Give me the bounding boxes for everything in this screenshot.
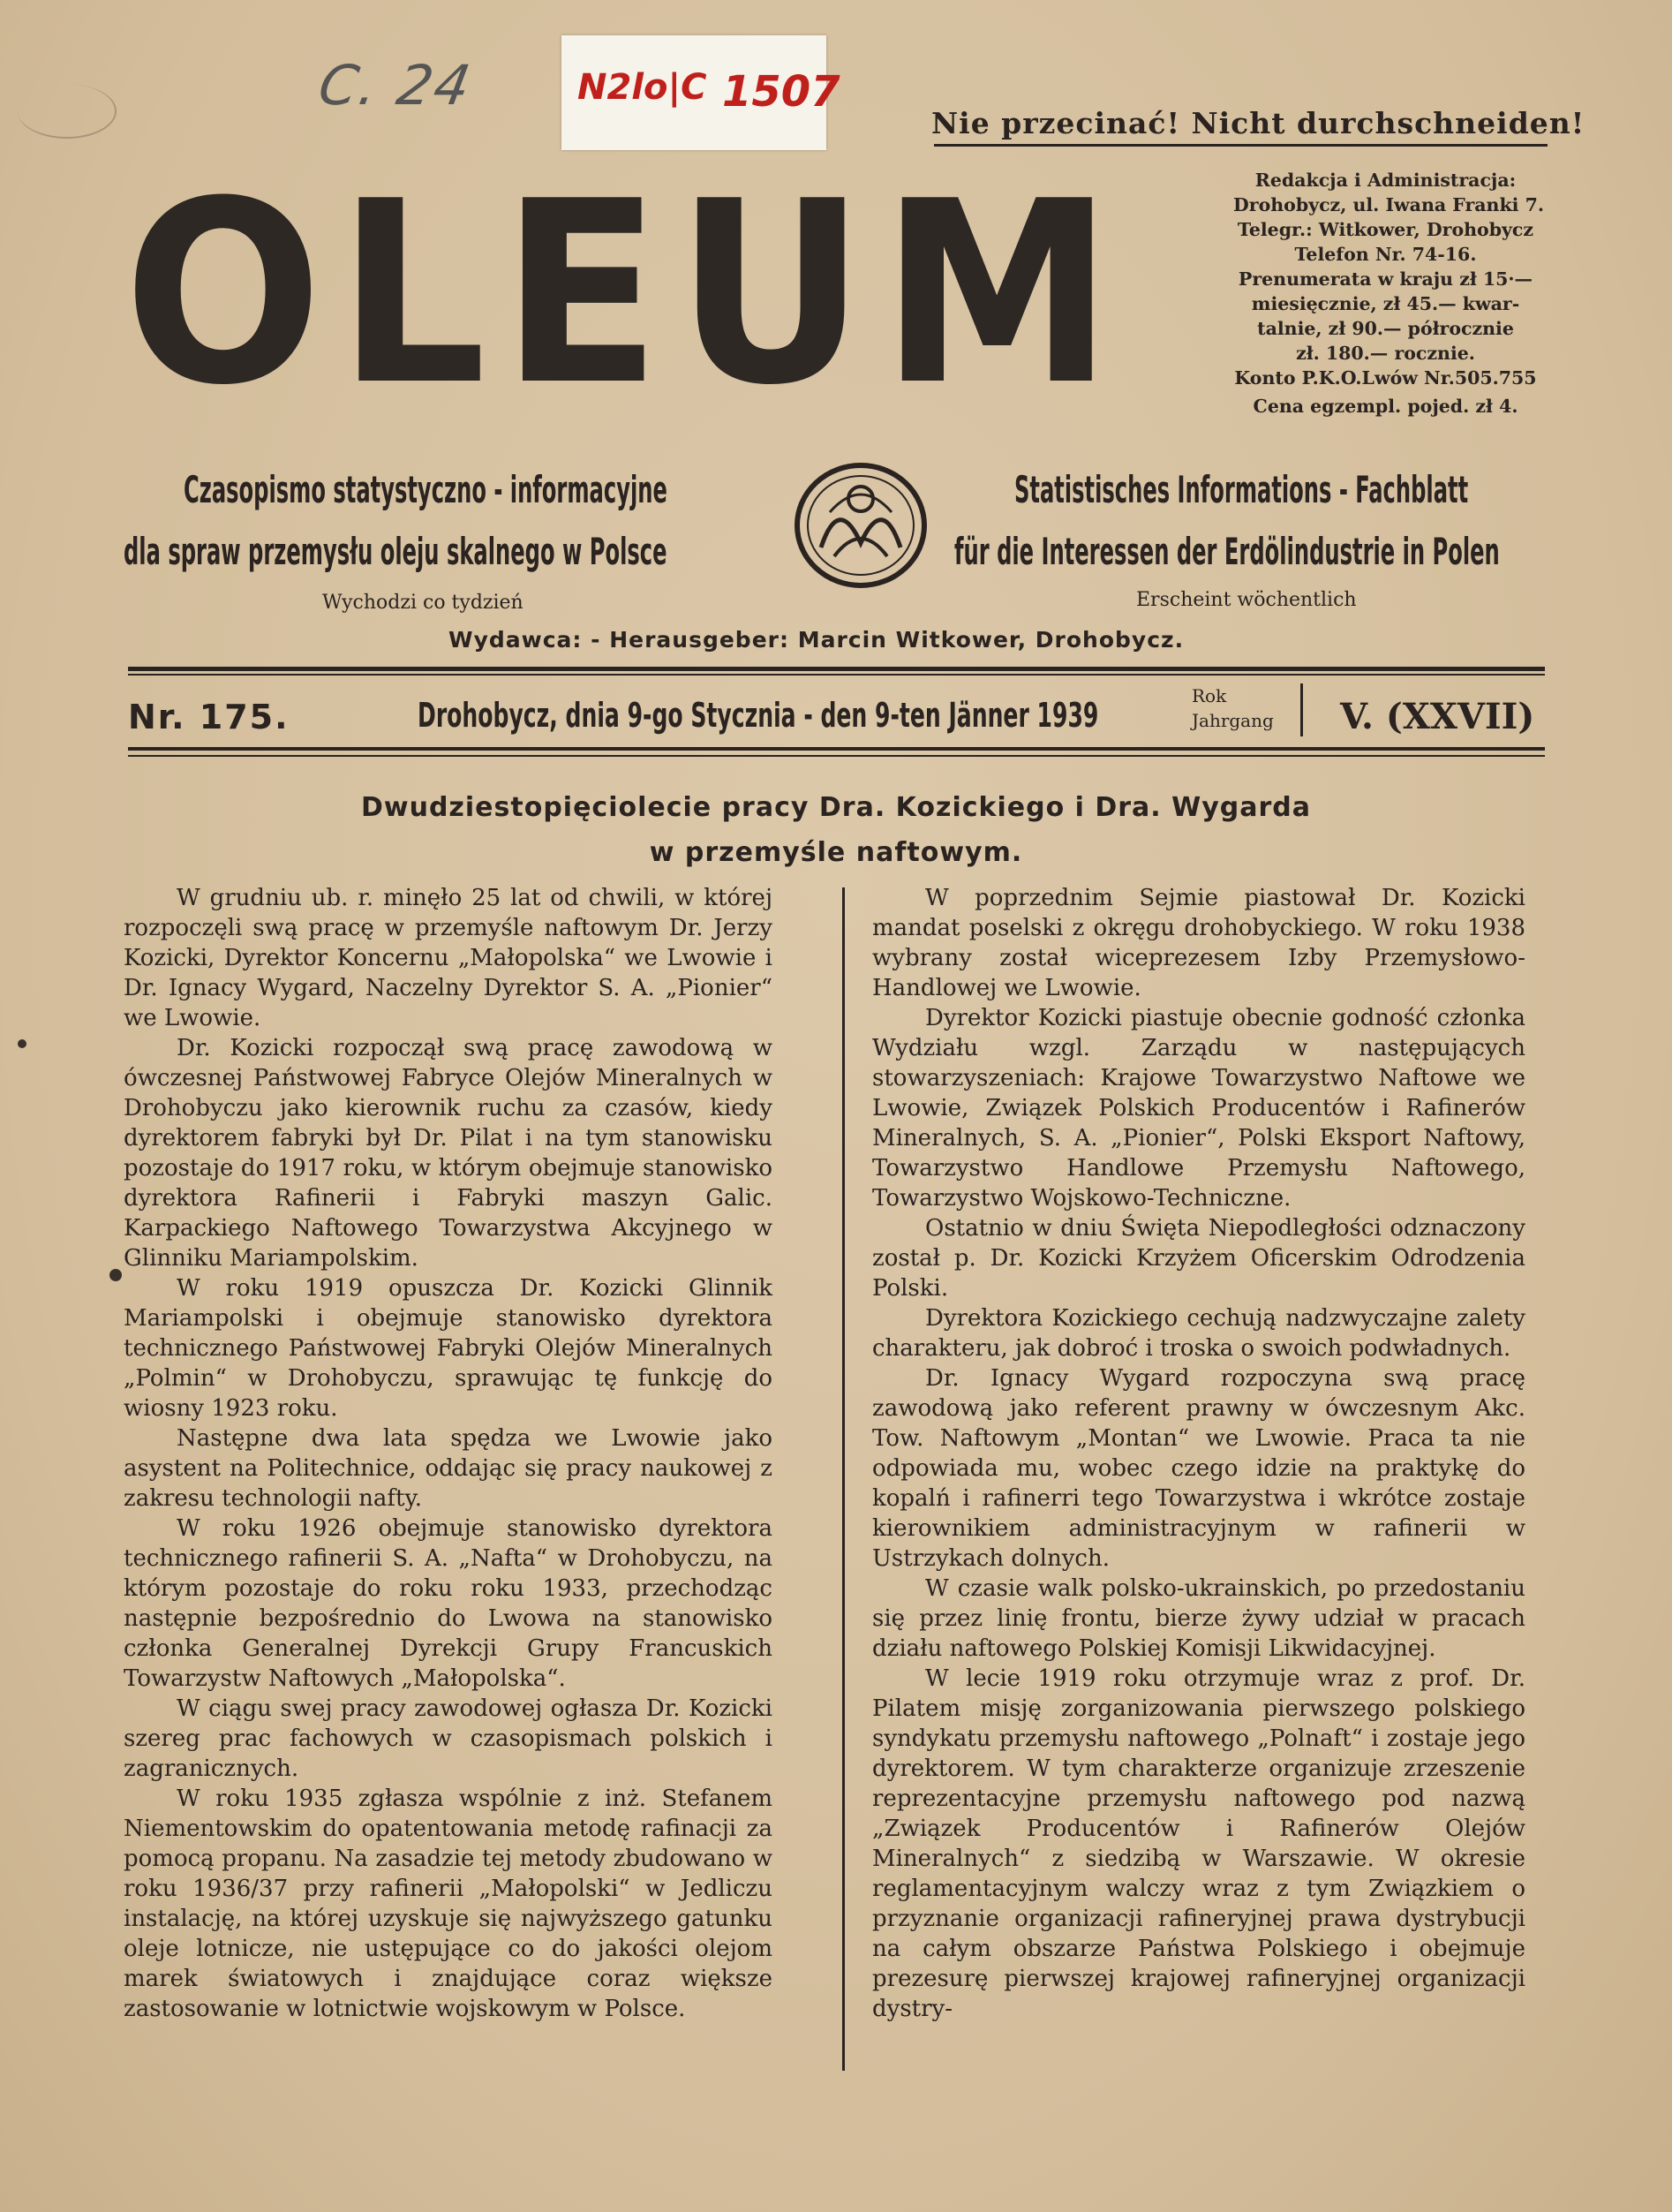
article-subheadline: w przemyśle naftowym. — [649, 837, 1023, 868]
paragraph: Dr. Ignacy Wygard rozpoczyna swą pracę zawodową jako referent prawny w ówczesnym Akc. Tow. Naftowym „Montan“ we Lwowie. Praca ta nie odpowiada mu, wobec czego idzie na praktykę do kopalń i rafinerri tego Towarzystwa i wkrótce zostaje kierownikiem administracyjnym w rafinerii w Ustrzykach dolnych. — [872, 1365, 1525, 1572]
admin-line: Telefon Nr. 74-16. — [1294, 244, 1477, 265]
oil-emblem-logo — [790, 459, 931, 592]
admin-line: talnie, zł 90.— półrocznie — [1257, 318, 1514, 339]
admin-line: zł. 180.— rocznie. — [1296, 343, 1475, 364]
admin-line: miesięcznie, zł 45.— kwar- — [1251, 293, 1520, 314]
masthead-title: OLEUM — [124, 147, 1128, 441]
admin-line: Drohobycz, ul. Iwana Franki 7. — [1233, 194, 1544, 215]
archive-handwritten-sign: C. 24 — [313, 53, 478, 117]
paragraph: W lecie 1919 roku otrzymuje wraz z prof. Dr. Pilatem misję zorganizowania pierwszego polskiego syndykatu przemysłu naftowego „Polnaft“ i zostaje jego dyrektorem. W tym charakterze organizuje zrzeszenie reprezentacyjne przemysłu naftowego pod nazwą „Związek Producentów i Rafinerów Olejów Mineralnych“ z siedzibą w Warszawie. W okresie reglamentacyjnym walczy wraz z tym Związkiem o przyznanie organizacji rafineryjnej prawa dystrybucji na całym obszarze Państwa Polskiego i obejmuje prezesurę pierwszej krajowej rafineryjnej organizacji dystry- — [872, 1665, 1525, 2022]
paragraph: Dr. Kozicki rozpoczął swą pracę zawodową w ówczesnej Państwowej Fabryce Olejów Mineralnych w Drohobyczu jako kierownik ruchu za czasów, kiedy dyrektorem fabryki był Dr. Pilat i na tym stanowisku pozostaje do 1917 roku, w którym obejmuje stanowisko dyrektora Rafinerii i Fabryki maszyn Galic. Karpackiego Naftowego Towarzystwa Akcyjnego w Glinniku Mariampolskim. — [124, 1035, 772, 1272]
publisher-line: Wydawca: - Herausgeber: Marcin Witkower, Drohobycz. — [448, 627, 1185, 653]
article-headline: Dwudziestopięciolecie pracy Dra. Kozickiego i Dra. Wygarda — [360, 792, 1312, 823]
paragraph: W poprzednim Sejmie piastował Dr. Kozicki mandat poselski z okręgu drohobyckiego. W roku 1938 wybrany został wiceprezesem Izby Przemysłowo-Handlowej we Lwowie. — [872, 885, 1525, 1001]
archive-label — [561, 35, 840, 150]
admin-line: Konto P.K.O.Lwów Nr.505.755 — [1234, 367, 1537, 389]
issue-rule-thin — [128, 755, 1545, 757]
header-rule-thick — [128, 667, 1545, 671]
article-column-right — [872, 883, 1525, 2024]
subtitle-german-line-2: für die Interessen der Erdölindustrie in Polen — [954, 530, 1500, 573]
volume-number: V. (XXVII) — [1340, 696, 1535, 737]
price-line: Cena egzempl. pojed. zł 4. — [1253, 396, 1518, 417]
admin-line: Telegr.: Witkower, Drohobycz — [1237, 219, 1534, 240]
year-label-german: Jahrgang — [1192, 710, 1274, 731]
paragraph: W ciągu swej pracy zawodowej ogłasza Dr. Kozicki szereg prac fachowych w czasopismach polskich i zagranicznych. — [124, 1695, 772, 1782]
administration-info — [1233, 168, 1544, 419]
ink-blot — [18, 1039, 26, 1048]
archive-label-part2: 1507 — [722, 67, 840, 117]
warning-underline — [934, 144, 1548, 147]
archive-stamp — [18, 84, 117, 139]
subtitle-polish-line-1: Czasopismo statystyczno - informacyjne — [184, 468, 667, 511]
issue-rule-thick — [128, 747, 1545, 751]
admin-line: Prenumerata w kraju zł 15·— — [1238, 268, 1533, 290]
paragraph: Dyrektora Kozickiego cechują nadzwyczajne zalety charakteru, jak dobroć i troska o swoich podwładnych. — [872, 1305, 1525, 1362]
subtitle-german-line-1: Statistisches Informations - Fachblatt — [1014, 468, 1469, 511]
paragraph: Dyrektor Kozicki piastuje obecnie godność członka Wydziału wzgl. Zarządu w następujących stowarzyszeniach: Krajowe Towarzystwo Naftowe we Lwowie, Związek Polskich Producentów i Rafinerów Mineralnych, S. A. „Pionier“, Polski Eksport Naftowy, Towarzystwo Handlowe Przemysłu Naftowego, Towarzystwo Wojskowo-Techniczne. — [872, 1005, 1525, 1212]
ink-blot — [109, 1269, 122, 1281]
cutting-warning: Nie przecinać! Nicht durchschneiden! — [931, 106, 1585, 140]
year-label — [1192, 683, 1274, 733]
issue-date: Drohobycz, dnia 9-go Stycznia - den 9-ten Jänner 1939 — [418, 696, 1099, 735]
paragraph: W roku 1935 zgłasza wspólnie z inż. Stefanem Niementowskim do opatentowania metodę rafinacji za pomocą propanu. Na zasadzie tej metody zbudowano w roku 1936/37 przy rafinerii „Małopolski“ w Jedliczu instalację, na której uzyskuje się najwyższego gatunku oleje lotnicze, nie ustępujące co do jakości olejom marek światowych i znajdujące coraz większe zastosowanie w lotnictwie wojskowym w Polsce. — [124, 1785, 772, 2022]
year-label-polish: Rok — [1192, 685, 1227, 706]
column-divider — [842, 887, 845, 2071]
paragraph: W roku 1919 opuszcza Dr. Kozicki Glinnik Mariampolski i obejmuje stanowisko dyrektora technicznego Państwowej Fabryki Olejów Mineralnych „Polmin“ w Drohobyczu, sprawując tę funkcję do wiosny 1923 roku. — [124, 1275, 772, 1422]
paragraph: W czasie walk polsko-ukrainskich, po przedostaniu się przez linię frontu, bierze żywy udział w pracach działu naftowego Polskiej Komisji Likwidacyjnej. — [872, 1575, 1525, 1662]
frequency-polish: Wychodzi co tydzień — [322, 592, 523, 614]
year-bracket — [1300, 683, 1303, 736]
header-rule-thin — [128, 674, 1545, 676]
archive-label-part1: N2lo|C — [577, 67, 707, 108]
article-column-left — [124, 883, 772, 2024]
admin-line: Redakcja i Administracja: — [1254, 170, 1517, 191]
frequency-german: Erscheint wöchentlich — [1136, 589, 1357, 611]
paragraph: Ostatnio w dniu Święta Niepodległości odznaczony został p. Dr. Kozicki Krzyżem Oficerskim Odrodzenia Polski. — [872, 1215, 1525, 1302]
paragraph: W grudniu ub. r. minęło 25 lat od chwili, w której rozpoczęli swą pracę w przemyśle naftowym Dr. Jerzy Kozicki, Dyrektor Koncernu „Małopolska“ we Lwowie i Dr. Ignacy Wygard, Naczelny Dyrektor S. A. „Pionier“ we Lwowie. — [124, 885, 772, 1031]
paragraph: Następne dwa lata spędza we Lwowie jako asystent na Politechnice, oddając się pracy naukowej z zakresu technologii nafty. — [124, 1425, 772, 1512]
paragraph: W roku 1926 obejmuje stanowisko dyrektora technicznego rafinerii S. A. „Nafta“ w Drohobyczu, na którym pozostaje do roku roku 1933, przechodząc następnie bezpośrednio do Lwowa na stanowisko członka Generalnej Dyrekcji Grupy Francuskich Towarzystw Naftowych „Małopolska“. — [124, 1515, 772, 1692]
subtitle-polish-line-2: dla spraw przemysłu oleju skalnego w Polsce — [124, 530, 667, 573]
issue-number: Nr. 175. — [128, 698, 290, 736]
